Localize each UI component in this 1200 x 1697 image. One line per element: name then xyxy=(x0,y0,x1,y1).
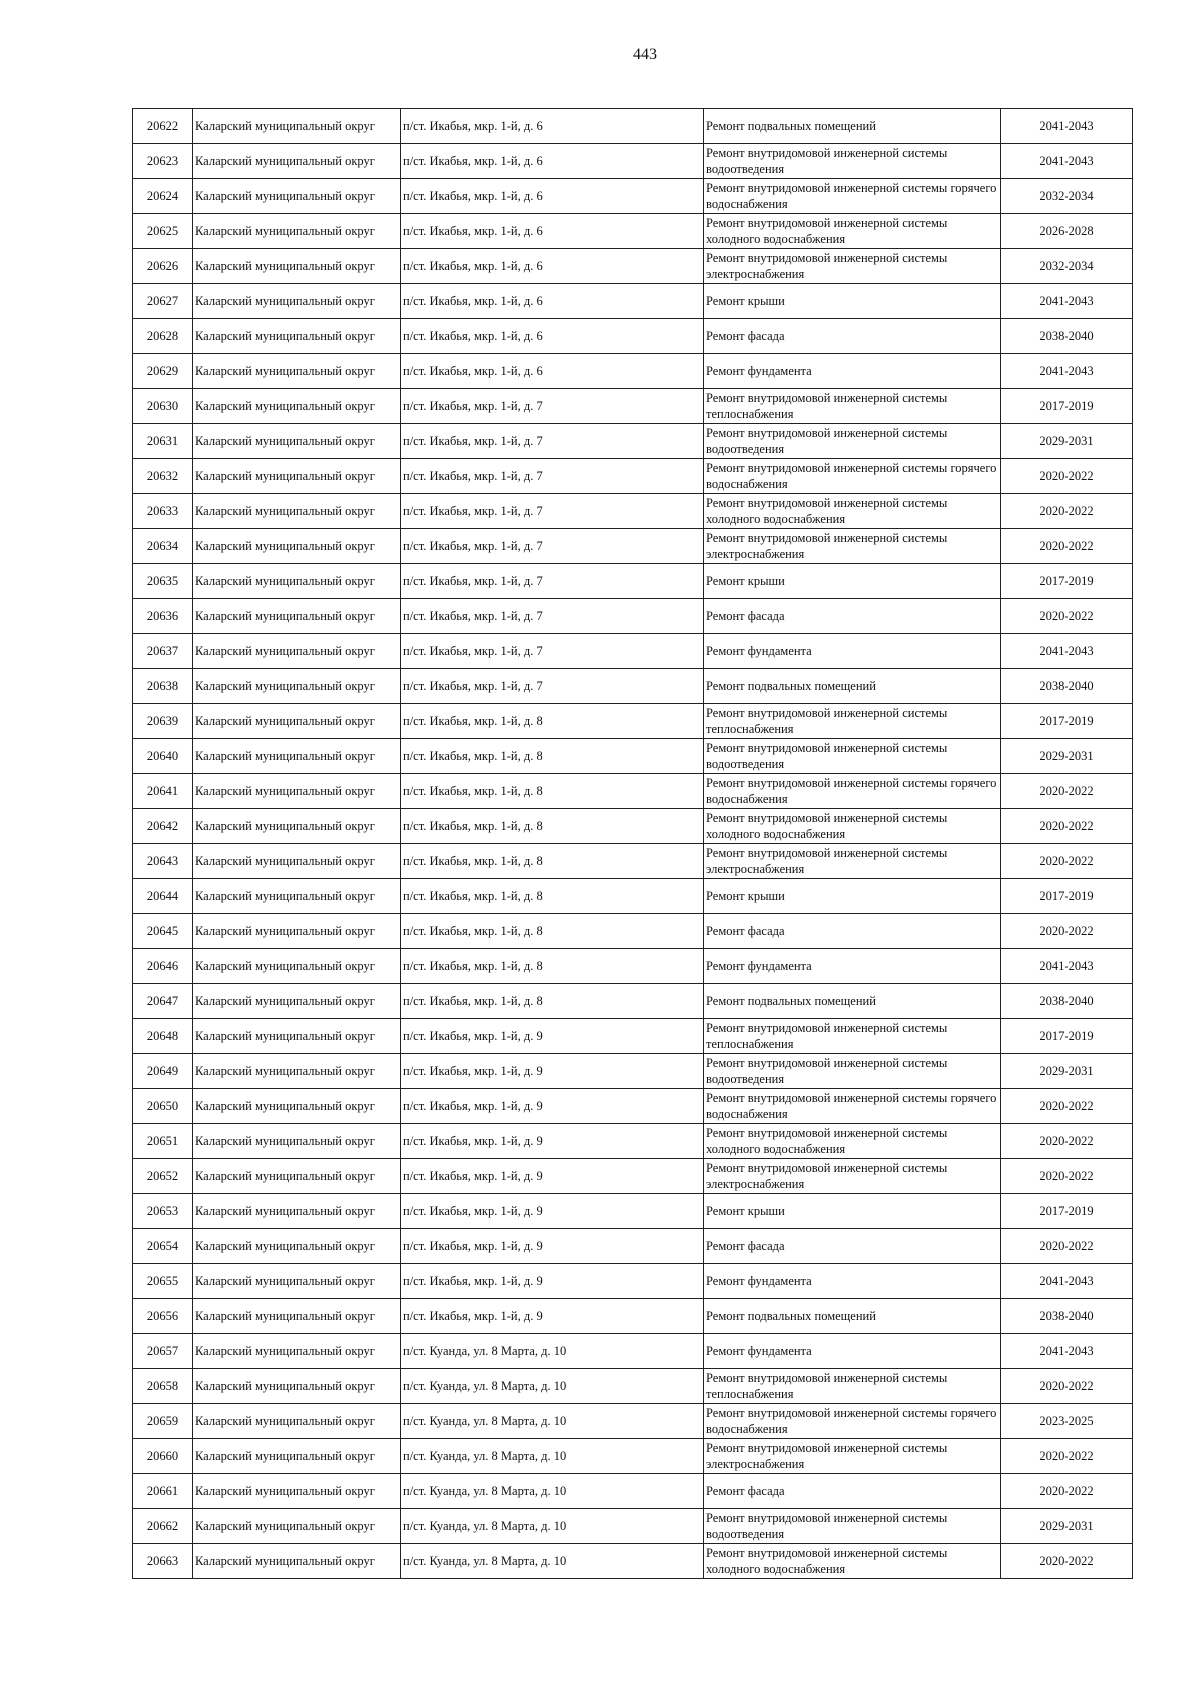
table-row xyxy=(133,1369,1133,1404)
row-number-cell: 20662 xyxy=(133,1509,193,1544)
period-cell: 2017-2019 xyxy=(1001,1194,1133,1229)
address-cell: п/ст. Куанда, ул. 8 Марта, д. 10 xyxy=(401,1404,704,1439)
work-type-cell xyxy=(704,1194,1001,1229)
period-cell: 2041-2043 xyxy=(1001,144,1133,179)
row-number-cell: 20655 xyxy=(133,1264,193,1299)
period-cell: 2029-2031 xyxy=(1001,1509,1133,1544)
work-type-text: Ремонт внутридомовой инженерной системы горячего водоснабжения xyxy=(706,181,997,211)
district-cell: Каларский муниципальный округ xyxy=(193,1369,401,1404)
district-cell: Каларский муниципальный округ xyxy=(193,949,401,984)
district-cell: Каларский муниципальный округ xyxy=(193,1194,401,1229)
district-cell: Каларский муниципальный округ xyxy=(193,704,401,739)
work-type-cell xyxy=(704,949,1001,984)
address-cell: п/ст. Икабья, мкр. 1-й, д. 7 xyxy=(401,669,704,704)
district-cell: Каларский муниципальный округ xyxy=(193,669,401,704)
district-cell: Каларский муниципальный округ xyxy=(193,179,401,214)
work-type-cell xyxy=(704,774,1001,809)
table-row xyxy=(133,1404,1133,1439)
period-cell: 2029-2031 xyxy=(1001,424,1133,459)
address-cell: п/ст. Икабья, мкр. 1-й, д. 7 xyxy=(401,389,704,424)
district-cell: Каларский муниципальный округ xyxy=(193,459,401,494)
row-number-cell: 20638 xyxy=(133,669,193,704)
district-cell: Каларский муниципальный округ xyxy=(193,844,401,879)
district-cell: Каларский муниципальный округ xyxy=(193,564,401,599)
row-number-cell: 20625 xyxy=(133,214,193,249)
address-cell: п/ст. Куанда, ул. 8 Марта, д. 10 xyxy=(401,1544,704,1579)
period-cell: 2020-2022 xyxy=(1001,529,1133,564)
work-type-cell xyxy=(704,1404,1001,1439)
address-cell: п/ст. Икабья, мкр. 1-й, д. 6 xyxy=(401,144,704,179)
work-type-cell xyxy=(704,914,1001,949)
address-cell: п/ст. Икабья, мкр. 1-й, д. 7 xyxy=(401,424,704,459)
period-cell: 2020-2022 xyxy=(1001,809,1133,844)
work-type-cell xyxy=(704,1159,1001,1194)
district-cell: Каларский муниципальный округ xyxy=(193,389,401,424)
row-number-cell: 20650 xyxy=(133,1089,193,1124)
district-cell: Каларский муниципальный округ xyxy=(193,1089,401,1124)
table-row xyxy=(133,1544,1133,1579)
work-type-text: Ремонт подвальных помещений xyxy=(706,119,876,133)
address-cell: п/ст. Икабья, мкр. 1-й, д. 9 xyxy=(401,1159,704,1194)
address-cell: п/ст. Куанда, ул. 8 Марта, д. 10 xyxy=(401,1369,704,1404)
district-cell: Каларский муниципальный округ xyxy=(193,599,401,634)
period-cell: 2038-2040 xyxy=(1001,669,1133,704)
district-cell: Каларский муниципальный округ xyxy=(193,249,401,284)
address-cell: п/ст. Икабья, мкр. 1-й, д. 9 xyxy=(401,1229,704,1264)
work-type-text: Ремонт фундамента xyxy=(706,644,812,658)
row-number-cell: 20647 xyxy=(133,984,193,1019)
work-type-cell xyxy=(704,319,1001,354)
work-type-text: Ремонт фасада xyxy=(706,1484,785,1498)
table-row xyxy=(133,914,1133,949)
address-cell: п/ст. Икабья, мкр. 1-й, д. 8 xyxy=(401,809,704,844)
table-row xyxy=(133,1264,1133,1299)
work-type-cell xyxy=(704,389,1001,424)
row-number-cell: 20632 xyxy=(133,459,193,494)
work-type-text: Ремонт внутридомовой инженерной системы теплоснабжения xyxy=(706,1371,948,1401)
work-type-cell xyxy=(704,109,1001,144)
district-cell: Каларский муниципальный округ xyxy=(193,739,401,774)
table-row xyxy=(133,1159,1133,1194)
address-cell: п/ст. Икабья, мкр. 1-й, д. 7 xyxy=(401,494,704,529)
work-type-text: Ремонт внутридомовой инженерной системы холодного водоснабжения xyxy=(706,1126,948,1156)
work-type-text: Ремонт фасада xyxy=(706,329,785,343)
period-cell: 2041-2043 xyxy=(1001,284,1133,319)
district-cell: Каларский муниципальный округ xyxy=(193,879,401,914)
work-type-cell xyxy=(704,1369,1001,1404)
address-cell: п/ст. Икабья, мкр. 1-й, д. 6 xyxy=(401,109,704,144)
row-number-cell: 20626 xyxy=(133,249,193,284)
district-cell: Каларский муниципальный округ xyxy=(193,634,401,669)
period-cell: 2023-2025 xyxy=(1001,1404,1133,1439)
row-number-cell: 20663 xyxy=(133,1544,193,1579)
table-row xyxy=(133,704,1133,739)
row-number-cell: 20628 xyxy=(133,319,193,354)
period-cell: 2032-2034 xyxy=(1001,179,1133,214)
row-number-cell: 20658 xyxy=(133,1369,193,1404)
table-row xyxy=(133,1229,1133,1264)
address-cell: п/ст. Икабья, мкр. 1-й, д. 6 xyxy=(401,354,704,389)
row-number-cell: 20651 xyxy=(133,1124,193,1159)
district-cell: Каларский муниципальный округ xyxy=(193,809,401,844)
address-cell: п/ст. Икабья, мкр. 1-й, д. 7 xyxy=(401,599,704,634)
work-type-cell xyxy=(704,669,1001,704)
period-cell: 2020-2022 xyxy=(1001,494,1133,529)
work-type-cell xyxy=(704,739,1001,774)
work-type-text: Ремонт внутридомовой инженерной системы электроснабжения xyxy=(706,251,948,281)
work-type-text: Ремонт внутридомовой инженерной системы теплоснабжения xyxy=(706,1021,948,1051)
table-row xyxy=(133,1124,1133,1159)
period-cell: 2017-2019 xyxy=(1001,879,1133,914)
district-cell: Каларский муниципальный округ xyxy=(193,1019,401,1054)
work-type-cell xyxy=(704,1439,1001,1474)
work-type-cell xyxy=(704,984,1001,1019)
period-cell: 2020-2022 xyxy=(1001,844,1133,879)
district-cell: Каларский муниципальный округ xyxy=(193,494,401,529)
work-type-cell xyxy=(704,214,1001,249)
work-type-text: Ремонт фасада xyxy=(706,609,785,623)
row-number-cell: 20641 xyxy=(133,774,193,809)
row-number-cell: 20645 xyxy=(133,914,193,949)
work-type-text: Ремонт фундамента xyxy=(706,1274,812,1288)
work-type-cell xyxy=(704,1264,1001,1299)
table-row xyxy=(133,1299,1133,1334)
table-row xyxy=(133,1194,1133,1229)
table-row xyxy=(133,1089,1133,1124)
page-number: 443 xyxy=(633,46,657,63)
work-type-cell xyxy=(704,354,1001,389)
district-cell: Каларский муниципальный округ xyxy=(193,319,401,354)
district-cell: Каларский муниципальный округ xyxy=(193,1509,401,1544)
district-cell: Каларский муниципальный округ xyxy=(193,1054,401,1089)
table-row xyxy=(133,249,1133,284)
table-row xyxy=(133,739,1133,774)
period-cell: 2020-2022 xyxy=(1001,1229,1133,1264)
district-cell: Каларский муниципальный округ xyxy=(193,1264,401,1299)
period-cell: 2020-2022 xyxy=(1001,459,1133,494)
table-row xyxy=(133,634,1133,669)
district-cell: Каларский муниципальный округ xyxy=(193,529,401,564)
row-number-cell: 20652 xyxy=(133,1159,193,1194)
address-cell: п/ст. Икабья, мкр. 1-й, д. 7 xyxy=(401,634,704,669)
period-cell: 2020-2022 xyxy=(1001,1159,1133,1194)
period-cell: 2017-2019 xyxy=(1001,704,1133,739)
row-number-cell: 20642 xyxy=(133,809,193,844)
row-number-cell: 20636 xyxy=(133,599,193,634)
work-type-cell xyxy=(704,529,1001,564)
table-row xyxy=(133,669,1133,704)
period-cell: 2029-2031 xyxy=(1001,1054,1133,1089)
work-type-text: Ремонт внутридомовой инженерной системы горячего водоснабжения xyxy=(706,776,997,806)
row-number-cell: 20656 xyxy=(133,1299,193,1334)
work-type-text: Ремонт крыши xyxy=(706,574,785,588)
address-cell: п/ст. Икабья, мкр. 1-й, д. 8 xyxy=(401,844,704,879)
address-cell: п/ст. Икабья, мкр. 1-й, д. 6 xyxy=(401,249,704,284)
work-type-text: Ремонт внутридомовой инженерной системы теплоснабжения xyxy=(706,706,948,736)
work-type-cell xyxy=(704,844,1001,879)
address-cell: п/ст. Икабья, мкр. 1-й, д. 8 xyxy=(401,879,704,914)
row-number-cell: 20622 xyxy=(133,109,193,144)
period-cell: 2038-2040 xyxy=(1001,319,1133,354)
work-type-cell xyxy=(704,284,1001,319)
table-row xyxy=(133,529,1133,564)
table-row xyxy=(133,844,1133,879)
work-type-text: Ремонт внутридомовой инженерной системы горячего водоснабжения xyxy=(706,461,997,491)
district-cell: Каларский муниципальный округ xyxy=(193,914,401,949)
work-type-text: Ремонт фундамента xyxy=(706,364,812,378)
row-number-cell: 20646 xyxy=(133,949,193,984)
address-cell: п/ст. Икабья, мкр. 1-й, д. 7 xyxy=(401,459,704,494)
district-cell: Каларский муниципальный округ xyxy=(193,284,401,319)
table-row xyxy=(133,109,1133,144)
period-cell: 2041-2043 xyxy=(1001,949,1133,984)
period-cell: 2041-2043 xyxy=(1001,1264,1133,1299)
table-row xyxy=(133,564,1133,599)
work-type-cell xyxy=(704,634,1001,669)
row-number-cell: 20633 xyxy=(133,494,193,529)
table-row xyxy=(133,284,1133,319)
table-row xyxy=(133,494,1133,529)
work-type-text: Ремонт внутридомовой инженерной системы горячего водоснабжения xyxy=(706,1406,997,1436)
table-row xyxy=(133,879,1133,914)
period-cell: 2020-2022 xyxy=(1001,1474,1133,1509)
table-row xyxy=(133,354,1133,389)
work-type-cell xyxy=(704,704,1001,739)
work-type-cell xyxy=(704,1299,1001,1334)
work-type-cell xyxy=(704,459,1001,494)
address-cell: п/ст. Икабья, мкр. 1-й, д. 8 xyxy=(401,984,704,1019)
address-cell: п/ст. Куанда, ул. 8 Марта, д. 10 xyxy=(401,1474,704,1509)
work-type-text: Ремонт внутридомовой инженерной системы теплоснабжения xyxy=(706,391,948,421)
row-number-cell: 20653 xyxy=(133,1194,193,1229)
work-type-cell xyxy=(704,144,1001,179)
row-number-cell: 20657 xyxy=(133,1334,193,1369)
row-number-cell: 20639 xyxy=(133,704,193,739)
district-cell: Каларский муниципальный округ xyxy=(193,109,401,144)
period-cell: 2041-2043 xyxy=(1001,634,1133,669)
work-type-cell xyxy=(704,1544,1001,1579)
work-type-text: Ремонт крыши xyxy=(706,1204,785,1218)
address-cell: п/ст. Икабья, мкр. 1-й, д. 7 xyxy=(401,564,704,599)
table-row xyxy=(133,949,1133,984)
row-number-cell: 20630 xyxy=(133,389,193,424)
work-type-cell xyxy=(704,179,1001,214)
district-cell: Каларский муниципальный округ xyxy=(193,1334,401,1369)
table-row xyxy=(133,599,1133,634)
work-type-cell xyxy=(704,564,1001,599)
work-type-text: Ремонт внутридомовой инженерной системы водоотведения xyxy=(706,146,948,176)
work-type-cell xyxy=(704,1334,1001,1369)
row-number-cell: 20643 xyxy=(133,844,193,879)
table-body xyxy=(133,109,1133,1579)
work-type-cell xyxy=(704,809,1001,844)
work-type-text: Ремонт крыши xyxy=(706,294,785,308)
district-cell: Каларский муниципальный округ xyxy=(193,354,401,389)
address-cell: п/ст. Куанда, ул. 8 Марта, д. 10 xyxy=(401,1439,704,1474)
table-row xyxy=(133,984,1133,1019)
work-type-cell xyxy=(704,1124,1001,1159)
district-cell: Каларский муниципальный округ xyxy=(193,1299,401,1334)
district-cell: Каларский муниципальный округ xyxy=(193,1544,401,1579)
repair-schedule-table xyxy=(132,108,1133,1579)
work-type-text: Ремонт фасада xyxy=(706,924,785,938)
address-cell: п/ст. Икабья, мкр. 1-й, д. 8 xyxy=(401,949,704,984)
address-cell: п/ст. Икабья, мкр. 1-й, д. 8 xyxy=(401,704,704,739)
address-cell: п/ст. Икабья, мкр. 1-й, д. 9 xyxy=(401,1054,704,1089)
district-cell: Каларский муниципальный округ xyxy=(193,1159,401,1194)
address-cell: п/ст. Икабья, мкр. 1-й, д. 7 xyxy=(401,529,704,564)
work-type-cell xyxy=(704,1089,1001,1124)
period-cell: 2029-2031 xyxy=(1001,739,1133,774)
table-row xyxy=(133,1019,1133,1054)
address-cell: п/ст. Икабья, мкр. 1-й, д. 9 xyxy=(401,1019,704,1054)
work-type-text: Ремонт внутридомовой инженерной системы холодного водоснабжения xyxy=(706,216,948,246)
row-number-cell: 20634 xyxy=(133,529,193,564)
table-row xyxy=(133,774,1133,809)
address-cell: п/ст. Икабья, мкр. 1-й, д. 6 xyxy=(401,179,704,214)
address-cell: п/ст. Икабья, мкр. 1-й, д. 6 xyxy=(401,284,704,319)
period-cell: 2017-2019 xyxy=(1001,389,1133,424)
address-cell: п/ст. Икабья, мкр. 1-й, д. 8 xyxy=(401,774,704,809)
period-cell: 2038-2040 xyxy=(1001,984,1133,1019)
address-cell: п/ст. Икабья, мкр. 1-й, д. 8 xyxy=(401,914,704,949)
table-row xyxy=(133,319,1133,354)
work-type-text: Ремонт внутридомовой инженерной системы электроснабжения xyxy=(706,1161,948,1191)
work-type-text: Ремонт внутридомовой инженерной системы водоотведения xyxy=(706,741,948,771)
period-cell: 2020-2022 xyxy=(1001,774,1133,809)
district-cell: Каларский муниципальный округ xyxy=(193,144,401,179)
work-type-cell xyxy=(704,424,1001,459)
period-cell: 2020-2022 xyxy=(1001,914,1133,949)
address-cell: п/ст. Куанда, ул. 8 Марта, д. 10 xyxy=(401,1334,704,1369)
work-type-cell xyxy=(704,599,1001,634)
address-cell: п/ст. Икабья, мкр. 1-й, д. 9 xyxy=(401,1124,704,1159)
address-cell: п/ст. Икабья, мкр. 1-й, д. 9 xyxy=(401,1299,704,1334)
row-number-cell: 20649 xyxy=(133,1054,193,1089)
row-number-cell: 20648 xyxy=(133,1019,193,1054)
table-row xyxy=(133,389,1133,424)
table-row xyxy=(133,179,1133,214)
work-type-text: Ремонт фундамента xyxy=(706,1344,812,1358)
work-type-text: Ремонт фасада xyxy=(706,1239,785,1253)
work-type-cell xyxy=(704,1229,1001,1264)
period-cell: 2041-2043 xyxy=(1001,354,1133,389)
work-type-cell xyxy=(704,1474,1001,1509)
work-type-text: Ремонт внутридомовой инженерной системы холодного водоснабжения xyxy=(706,1546,948,1576)
row-number-cell: 20623 xyxy=(133,144,193,179)
work-type-text: Ремонт внутридомовой инженерной системы электроснабжения xyxy=(706,1441,948,1471)
period-cell: 2020-2022 xyxy=(1001,1124,1133,1159)
district-cell: Каларский муниципальный округ xyxy=(193,984,401,1019)
work-type-text: Ремонт подвальных помещений xyxy=(706,1309,876,1323)
work-type-text: Ремонт внутридомовой инженерной системы горячего водоснабжения xyxy=(706,1091,997,1121)
work-type-text: Ремонт внутридомовой инженерной системы водоотведения xyxy=(706,426,948,456)
address-cell: п/ст. Икабья, мкр. 1-й, д. 8 xyxy=(401,739,704,774)
work-type-cell xyxy=(704,1019,1001,1054)
work-type-text: Ремонт внутридомовой инженерной системы электроснабжения xyxy=(706,531,948,561)
district-cell: Каларский муниципальный округ xyxy=(193,1229,401,1264)
address-cell: п/ст. Икабья, мкр. 1-й, д. 6 xyxy=(401,214,704,249)
work-type-text: Ремонт внутридомовой инженерной системы водоотведения xyxy=(706,1056,948,1086)
table-row xyxy=(133,1509,1133,1544)
table-row xyxy=(133,424,1133,459)
row-number-cell: 20640 xyxy=(133,739,193,774)
table-row xyxy=(133,459,1133,494)
address-cell: п/ст. Куанда, ул. 8 Марта, д. 10 xyxy=(401,1509,704,1544)
table-row xyxy=(133,144,1133,179)
table-row xyxy=(133,214,1133,249)
period-cell: 2041-2043 xyxy=(1001,109,1133,144)
work-type-text: Ремонт подвальных помещений xyxy=(706,994,876,1008)
district-cell: Каларский муниципальный округ xyxy=(193,1439,401,1474)
work-type-text: Ремонт внутридомовой инженерной системы холодного водоснабжения xyxy=(706,811,948,841)
period-cell: 2026-2028 xyxy=(1001,214,1133,249)
work-type-cell xyxy=(704,1509,1001,1544)
work-type-text: Ремонт внутридомовой инженерной системы холодного водоснабжения xyxy=(706,496,948,526)
work-type-text: Ремонт внутридомовой инженерной системы водоотведения xyxy=(706,1511,948,1541)
period-cell: 2020-2022 xyxy=(1001,599,1133,634)
row-number-cell: 20654 xyxy=(133,1229,193,1264)
row-number-cell: 20629 xyxy=(133,354,193,389)
district-cell: Каларский муниципальный округ xyxy=(193,774,401,809)
row-number-cell: 20627 xyxy=(133,284,193,319)
row-number-cell: 20637 xyxy=(133,634,193,669)
address-cell: п/ст. Икабья, мкр. 1-й, д. 6 xyxy=(401,319,704,354)
work-type-text: Ремонт подвальных помещений xyxy=(706,679,876,693)
work-type-cell xyxy=(704,494,1001,529)
work-type-cell xyxy=(704,249,1001,284)
period-cell: 2041-2043 xyxy=(1001,1334,1133,1369)
work-type-cell xyxy=(704,1054,1001,1089)
address-cell: п/ст. Икабья, мкр. 1-й, д. 9 xyxy=(401,1089,704,1124)
period-cell: 2017-2019 xyxy=(1001,1019,1133,1054)
row-number-cell: 20660 xyxy=(133,1439,193,1474)
period-cell: 2017-2019 xyxy=(1001,564,1133,599)
row-number-cell: 20644 xyxy=(133,879,193,914)
table-row xyxy=(133,1334,1133,1369)
work-type-cell xyxy=(704,879,1001,914)
address-cell: п/ст. Икабья, мкр. 1-й, д. 9 xyxy=(401,1194,704,1229)
row-number-cell: 20635 xyxy=(133,564,193,599)
district-cell: Каларский муниципальный округ xyxy=(193,1124,401,1159)
row-number-cell: 20661 xyxy=(133,1474,193,1509)
district-cell: Каларский муниципальный округ xyxy=(193,214,401,249)
district-cell: Каларский муниципальный округ xyxy=(193,424,401,459)
period-cell: 2020-2022 xyxy=(1001,1439,1133,1474)
table-row xyxy=(133,1474,1133,1509)
period-cell: 2020-2022 xyxy=(1001,1089,1133,1124)
work-type-text: Ремонт крыши xyxy=(706,889,785,903)
row-number-cell: 20631 xyxy=(133,424,193,459)
table-row xyxy=(133,809,1133,844)
table-row xyxy=(133,1054,1133,1089)
row-number-cell: 20624 xyxy=(133,179,193,214)
work-type-text: Ремонт внутридомовой инженерной системы электроснабжения xyxy=(706,846,948,876)
address-cell: п/ст. Икабья, мкр. 1-й, д. 9 xyxy=(401,1264,704,1299)
period-cell: 2038-2040 xyxy=(1001,1299,1133,1334)
period-cell: 2020-2022 xyxy=(1001,1369,1133,1404)
district-cell: Каларский муниципальный округ xyxy=(193,1404,401,1439)
period-cell: 2032-2034 xyxy=(1001,249,1133,284)
district-cell: Каларский муниципальный округ xyxy=(193,1474,401,1509)
work-type-text: Ремонт фундамента xyxy=(706,959,812,973)
period-cell: 2020-2022 xyxy=(1001,1544,1133,1579)
table-row xyxy=(133,1439,1133,1474)
row-number-cell: 20659 xyxy=(133,1404,193,1439)
